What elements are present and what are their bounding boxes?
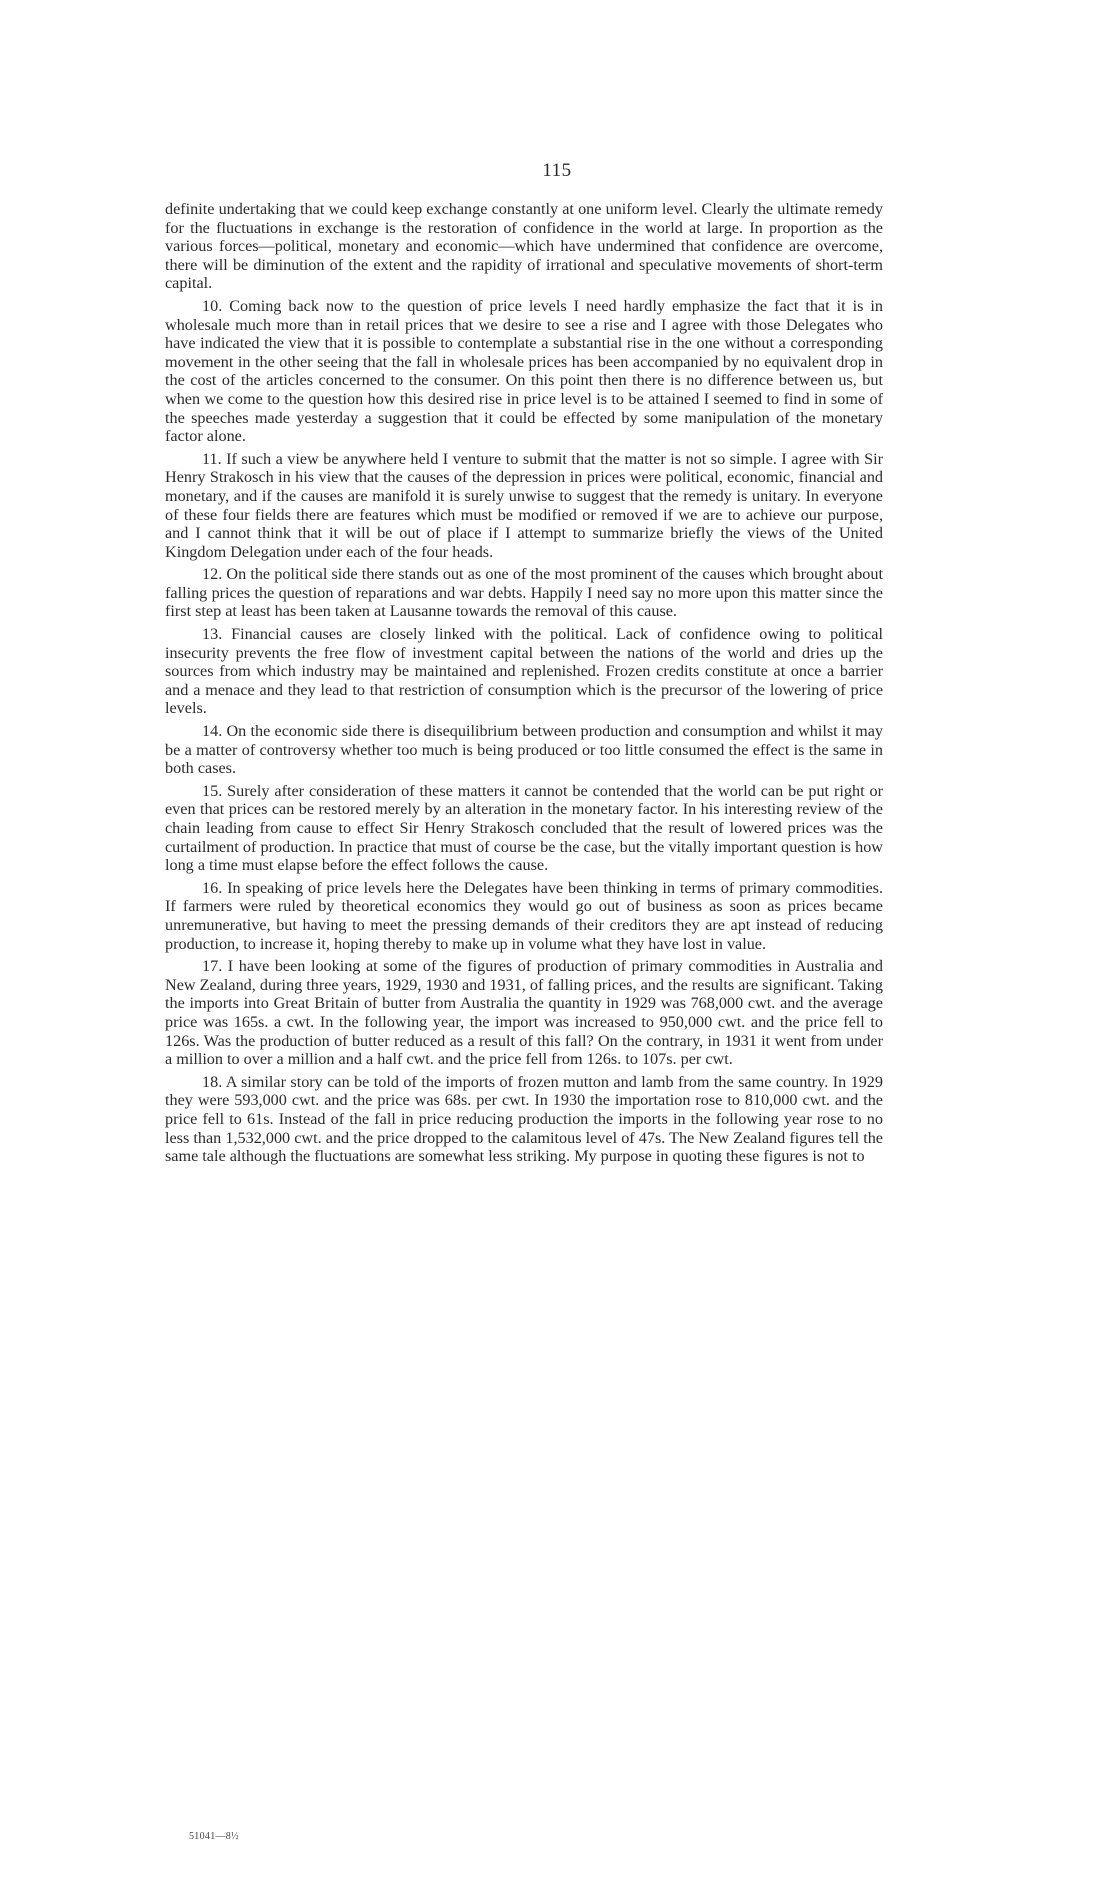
paragraph-15: 15. Surely after consideration of these matters it cannot be contended that the world can be put right or even that prices can be restored merely by an alteration in the monetary factor. In his interesting review of the chain leading from cause to effect Sir Henry Strakosch concluded that the result of lowered prices was the curtailment of production. In practice that must of course be the case, but the vitally important question is how long a time must elapse before the effect follows the cause. (165, 781, 883, 875)
paragraph-continuation: definite undertaking that we could keep exchange constantly at one uniform level. Clearly the ultimate remedy for the fluctuations in exchange is the restoration of confidence in the world at large. In proportion as the various forces—political, monetary and economic—which have undermined that confidence are overcome, there will be diminution of the extent and the rapidity of irrational and speculative movements of short-term capital. (165, 200, 883, 293)
paragraph-13: 13. Financial causes are closely linked with the political. Lack of confidence owing to political insecurity prevents the free flow of investment capital between the nations of the world and dries up the sources from which industry may be maintained and replenished. Frozen credits constitute at once a barrier and a menace and they lead to that restriction of consumption which is the precursor of the lowering of price levels. (165, 625, 883, 718)
document-body (165, 200, 883, 1170)
paragraph-12: 12. On the political side there stands out as one of the most prominent of the causes which brought about falling prices the question of reparations and war debts. Happily I need say no more upon this matter since the first step at least has been taken at Lausanne towards the removal of this cause. (165, 565, 883, 621)
page-number: 115 (542, 160, 572, 181)
paragraph-14: 14. On the economic side there is disequilibrium between production and consumption and whilst it may be a matter of controversy whether too much is being produced or too little consumed the effect is the same in both cases. (165, 722, 883, 778)
paragraph-18: 18. A similar story can be told of the imports of frozen mutton and lamb from the same country. In 1929 they were 593,000 cwt. and the price was 68s. per cwt. In 1930 the importation rose to 810,000 cwt. and the price fell to 61s. Instead of the fall in price reducing production the imports in the following year rose to no less than 1,532,000 cwt. and the price dropped to the calamitous level of 47s. The New Zealand figures tell the same tale although the fluctuations are somewhat less striking. My purpose in quoting these figures is not to (165, 1072, 883, 1166)
paragraph-11: 11. If such a view be anywhere held I venture to submit that the matter is not so simple. I agree with Sir Henry Strakosch in his view that the causes of the depression in prices were political, economic, financial and monetary, and if the causes are manifold it is surely unwise to suggest that the remedy is unitary. In everyone of these four fields there are features which must be modified or removed if we are to achieve our purpose, and I cannot think that it will be out of place if I attempt to summarize briefly the views of the United Kingdom Delegation under each of the four heads. (165, 449, 883, 561)
paragraph-17: 17. I have been looking at some of the figures of production of primary commodities in Australia and New Zealand, during three years, 1929, 1930 and 1931, of falling prices, and the results are significant. Taking the imports into Great Britain of butter from Australia the quantity in 1929 was 768,000 cwt. and the average price was 165s. a cwt. In the following year, the import was increased to 950,000 cwt. and the price fell to 126s. Was the production of butter reduced as a result of this fall? On the contrary, in 1931 it went from under a million to over a million and a half cwt. and the price fell from 126s. to 107s. per cwt. (165, 957, 883, 1069)
paragraph-10: 10. Coming back now to the question of price levels I need hardly emphasize the fact that it is in wholesale much more than in retail prices that we desire to see a rise and I agree with those Delegates who have indicated the view that it is possible to contemplate a substantial rise in the one without a corresponding movement in the other seeing that the fall in wholesale prices has been accompanied by no equivalent drop in the cost of the articles concerned to the consumer. On this point then there is no difference between us, but when we come to the question how this desired rise in price level is to be attained I seemed to find in some of the speeches made yesterday a suggestion that it could be effected by some manipulation of the monetary factor alone. (165, 296, 883, 446)
paragraph-16: 16. In speaking of price levels here the Delegates have been thinking in terms of primary commodities. If farmers were ruled by theoretical economics they would go out of business as soon as prices became unremunerative, but having to meet the pressing demands of their creditors they are apt instead of reducing production, to increase it, hoping thereby to make up in volume what they have lost in value. (165, 878, 883, 953)
printer-signature-mark: 51041—8½ (189, 1831, 239, 1842)
